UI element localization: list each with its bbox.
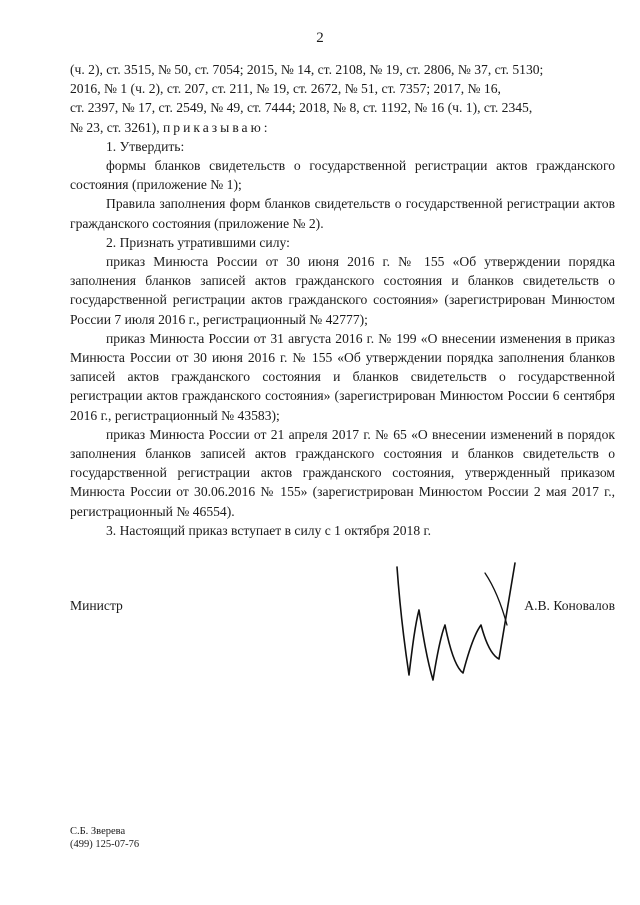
item-3: 3. Настоящий приказ вступает в силу с 1 октября 2018 г. (106, 522, 431, 538)
order-word: приказываю: (163, 119, 271, 135)
executor-info (70, 825, 139, 851)
item-2-order-3: приказ Минюста России от 21 апреля 2017 г. № 65 «О внесении изменений в порядок заполнения бланков записей актов гражданского состояния и бланков свидетельств о государственной регистрации актов гражданского состояния, утвержденный приказом Минюста России от 30.06.2016 № 155» (зарегистрирован Минюстом России 2 мая 2017 г., регистрационный № 46554). (70, 426, 615, 519)
signatory-title: Министр (70, 598, 123, 613)
signatory-name: А.В. Коновалов (524, 598, 615, 613)
preamble-line-2: 2016, № 1 (ч. 2), ст. 207, ст. 211, № 19, ст. 2672, № 51, ст. 7357; 2017, № 16, (70, 81, 501, 97)
item-2-order-2: приказ Минюста России от 31 августа 2016 г. № 199 «О внесении изменения в приказ Минюста России от 30 июня 2016 г. № 155 «Об утверждении порядка заполнения бланков записей актов гражданского состояния и бланков свидетельств о государственной регистрации актов гражданского состояния» (зарегистрирован Минюстом России 6 сентября 2016 г., регистрационный № 43583); (70, 330, 615, 423)
item-1-rules: Правила заполнения форм бланков свидетельств о государственной регистрации актов гражданского состояния (приложение № 2). (70, 196, 615, 231)
preamble-line-4 (70, 118, 615, 137)
page-number: 2 (316, 30, 324, 46)
item-2-heading: 2. Признать утратившими силу: (106, 234, 290, 250)
document-body (70, 60, 615, 540)
preamble-line-1: (ч. 2), ст. 3515, № 50, ст. 7054; 2015, № 14, ст. 2108, № 19, ст. 2806, № 37, ст. 5130; (70, 62, 544, 77)
executor-name: С.Б. Зверева (70, 826, 126, 837)
item-1-forms: формы бланков свидетельств о государственной регистрации актов гражданского состояния (приложение № 1); (70, 158, 615, 193)
item-1-heading: 1. Утвердить: (106, 138, 185, 154)
item-2-order-1: приказ Минюста России от 30 июня 2016 г. № 155 «Об утверждении порядка заполнения бланков записей актов гражданского состояния и бланков свидетельств о государственной регистрации актов гражданского состояния» (зарегистрирован Минюстом России 7 июля 2016 г., регистрационный № 42777); (70, 254, 615, 327)
executor-phone: (499) 125-07-76 (70, 839, 140, 850)
preamble-citation-end: № 23, ст. 3261), (70, 119, 160, 135)
handwritten-signature (385, 555, 535, 695)
preamble-line-3: ст. 2397, № 17, ст. 2549, № 49, ст. 7444; 2018, № 8, ст. 1192, № 16 (ч. 1), ст. 2345, (70, 100, 533, 116)
